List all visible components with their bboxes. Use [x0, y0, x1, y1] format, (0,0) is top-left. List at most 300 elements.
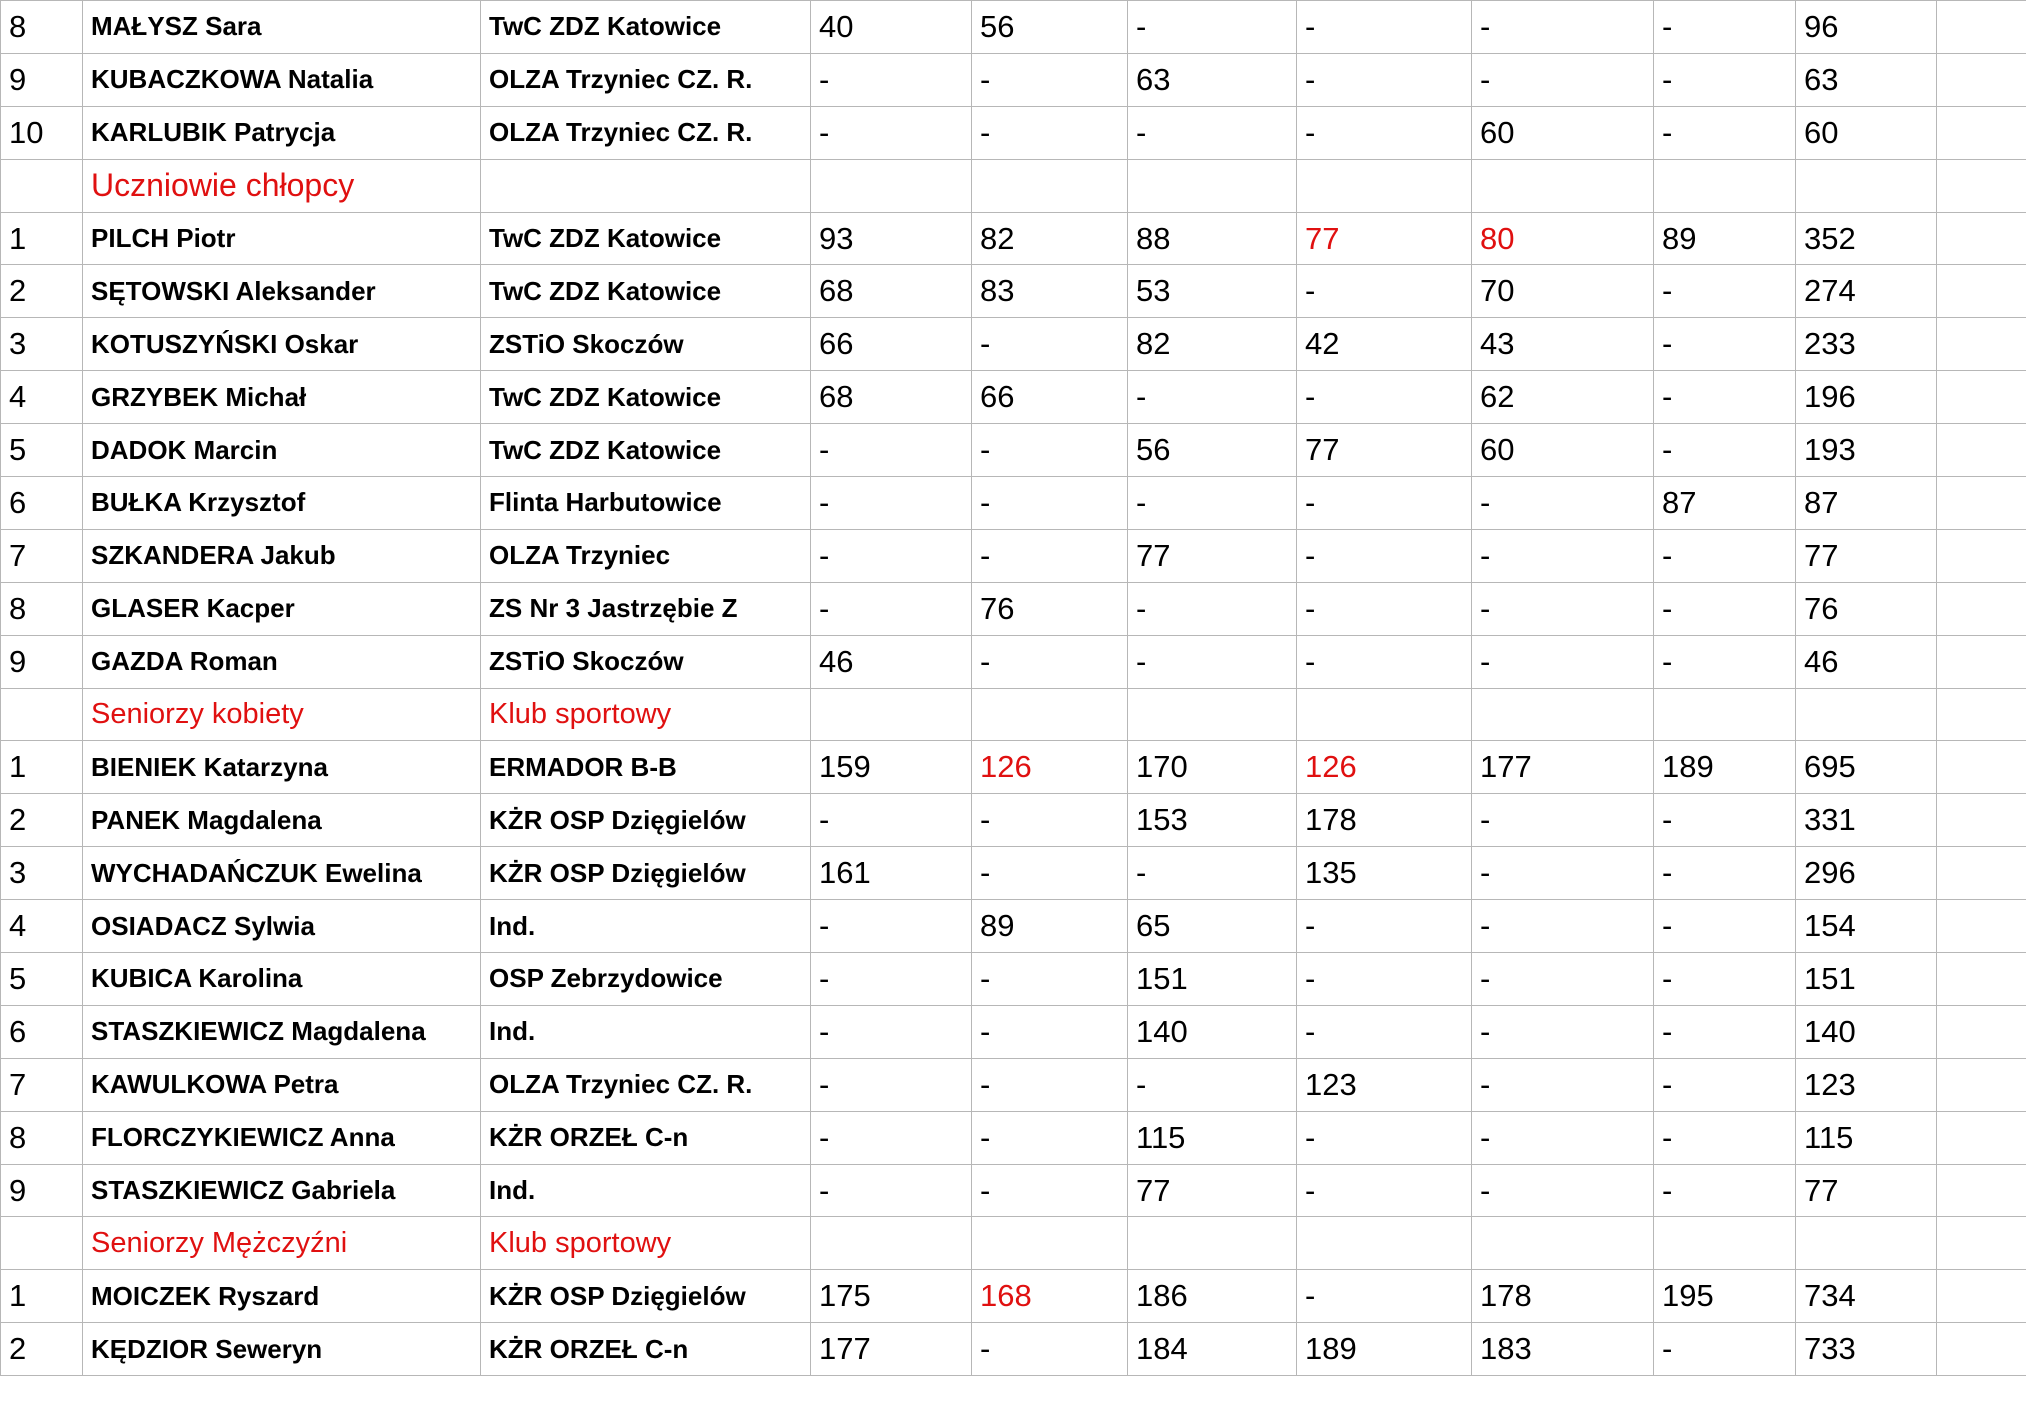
place-cell: 8: [1, 582, 83, 635]
score-cell: -: [1654, 847, 1796, 900]
score-cell: -: [811, 424, 972, 477]
score-cell: -: [972, 424, 1128, 477]
total-cell: 87: [1796, 477, 1937, 530]
empty-cell: [972, 688, 1128, 741]
total-cell: 331: [1796, 794, 1937, 847]
score-cell: 80: [1472, 212, 1654, 265]
score-cell: -: [1128, 477, 1297, 530]
athlete-name-cell: DADOK Marcin: [83, 424, 481, 477]
score-cell: -: [811, 953, 972, 1006]
score-cell: -: [1654, 106, 1796, 159]
score-cell: 170: [1128, 741, 1297, 794]
score-cell: 77: [1297, 424, 1472, 477]
score-cell: 168: [972, 1270, 1128, 1323]
club-cell: TwC ZDZ Katowice: [481, 212, 811, 265]
place-cell: 5: [1, 953, 83, 1006]
score-cell: -: [1654, 1111, 1796, 1164]
empty-cell: [1937, 106, 2026, 159]
score-cell: 68: [811, 265, 972, 318]
place-cell: 9: [1, 635, 83, 688]
score-cell: -: [1472, 582, 1654, 635]
place-cell: 1: [1, 212, 83, 265]
total-cell: 733: [1796, 1323, 1937, 1376]
club-cell: TwC ZDZ Katowice: [481, 371, 811, 424]
athlete-name-cell: KAWULKOWA Petra: [83, 1058, 481, 1111]
athlete-name-cell: GLASER Kacper: [83, 582, 481, 635]
score-cell: -: [1297, 900, 1472, 953]
score-cell: -: [811, 900, 972, 953]
club-cell: OLZA Trzyniec: [481, 529, 811, 582]
place-cell: 4: [1, 371, 83, 424]
score-cell: -: [1472, 847, 1654, 900]
total-cell: 63: [1796, 53, 1937, 106]
total-cell: 233: [1796, 318, 1937, 371]
score-cell: -: [972, 106, 1128, 159]
place-cell: 9: [1, 53, 83, 106]
athlete-name-cell: KOTUSZYŃSKI Oskar: [83, 318, 481, 371]
athlete-name-cell: KUBICA Karolina: [83, 953, 481, 1006]
score-cell: -: [1654, 318, 1796, 371]
club-cell: TwC ZDZ Katowice: [481, 265, 811, 318]
score-cell: -: [972, 53, 1128, 106]
section-title: Seniorzy kobiety: [83, 688, 481, 741]
score-cell: 184: [1128, 1323, 1297, 1376]
total-cell: 193: [1796, 424, 1937, 477]
empty-cell: [1, 688, 83, 741]
score-cell: 65: [1128, 900, 1297, 953]
score-cell: -: [1654, 1, 1796, 54]
score-cell: -: [972, 318, 1128, 371]
score-cell: -: [1472, 529, 1654, 582]
empty-cell: [1128, 1217, 1297, 1270]
club-cell: OSP Zebrzydowice: [481, 953, 811, 1006]
score-cell: 66: [972, 371, 1128, 424]
score-cell: -: [1297, 1164, 1472, 1217]
score-cell: -: [1297, 1, 1472, 54]
score-cell: 161: [811, 847, 972, 900]
empty-cell: [1796, 688, 1937, 741]
table-row: [1, 847, 2026, 900]
table-row: [1, 953, 2026, 1006]
score-cell: 66: [811, 318, 972, 371]
club-cell: OLZA Trzyniec CZ. R.: [481, 1058, 811, 1111]
empty-cell: [1937, 265, 2026, 318]
score-cell: 62: [1472, 371, 1654, 424]
empty-cell: [1937, 1164, 2026, 1217]
score-cell: 87: [1654, 477, 1796, 530]
empty-cell: [1937, 1111, 2026, 1164]
total-cell: 151: [1796, 953, 1937, 1006]
total-cell: 296: [1796, 847, 1937, 900]
score-cell: 189: [1297, 1323, 1472, 1376]
section-header-row: [1, 1217, 2026, 1270]
total-cell: 96: [1796, 1, 1937, 54]
empty-cell: [1937, 53, 2026, 106]
club-cell: ZS Nr 3 Jastrzębie Z: [481, 582, 811, 635]
athlete-name-cell: OSIADACZ Sylwia: [83, 900, 481, 953]
total-cell: 352: [1796, 212, 1937, 265]
empty-cell: [1937, 1, 2026, 54]
empty-cell: [1937, 1323, 2026, 1376]
empty-cell: [1937, 794, 2026, 847]
place-cell: 6: [1, 477, 83, 530]
score-cell: -: [1128, 371, 1297, 424]
score-cell: -: [1297, 529, 1472, 582]
place-cell: 8: [1, 1111, 83, 1164]
empty-cell: [811, 1217, 972, 1270]
score-cell: -: [972, 1323, 1128, 1376]
score-cell: 115: [1128, 1111, 1297, 1164]
score-cell: -: [972, 847, 1128, 900]
table-row: [1, 1111, 2026, 1164]
score-cell: 189: [1654, 741, 1796, 794]
club-cell: Ind.: [481, 1164, 811, 1217]
score-cell: -: [1128, 635, 1297, 688]
score-cell: 56: [972, 1, 1128, 54]
place-cell: 6: [1, 1005, 83, 1058]
empty-cell: [1472, 688, 1654, 741]
total-cell: 123: [1796, 1058, 1937, 1111]
table-row: [1, 1270, 2026, 1323]
empty-cell: [1937, 1058, 2026, 1111]
athlete-name-cell: KĘDZIOR Seweryn: [83, 1323, 481, 1376]
score-cell: -: [811, 106, 972, 159]
score-cell: -: [1297, 265, 1472, 318]
score-cell: -: [1654, 582, 1796, 635]
score-cell: 178: [1472, 1270, 1654, 1323]
table-row: [1, 53, 2026, 106]
score-cell: -: [1654, 1005, 1796, 1058]
empty-cell: [1937, 847, 2026, 900]
section-club-header: Klub sportowy: [481, 688, 811, 741]
score-cell: 126: [972, 741, 1128, 794]
score-cell: -: [1297, 582, 1472, 635]
empty-cell: [1937, 424, 2026, 477]
athlete-name-cell: KUBACZKOWA Natalia: [83, 53, 481, 106]
empty-cell: [1472, 1217, 1654, 1270]
score-cell: -: [1472, 477, 1654, 530]
score-cell: -: [972, 1005, 1128, 1058]
table-row: [1, 1164, 2026, 1217]
athlete-name-cell: FLORCZYKIEWICZ Anna: [83, 1111, 481, 1164]
athlete-name-cell: BIENIEK Katarzyna: [83, 741, 481, 794]
results-table-body: [1, 1, 2026, 1376]
place-cell: 7: [1, 1058, 83, 1111]
table-row: [1, 265, 2026, 318]
score-cell: 186: [1128, 1270, 1297, 1323]
score-cell: -: [1128, 1058, 1297, 1111]
total-cell: 46: [1796, 635, 1937, 688]
score-cell: -: [1654, 1323, 1796, 1376]
score-cell: -: [1297, 371, 1472, 424]
empty-cell: [1937, 900, 2026, 953]
table-row: [1, 106, 2026, 159]
score-cell: -: [811, 1111, 972, 1164]
athlete-name-cell: GRZYBEK Michał: [83, 371, 481, 424]
club-cell: TwC ZDZ Katowice: [481, 1, 811, 54]
empty-cell: [1937, 371, 2026, 424]
score-cell: 40: [811, 1, 972, 54]
section-title: Uczniowie chłopcy: [83, 159, 481, 212]
score-cell: -: [972, 1111, 1128, 1164]
score-cell: 89: [1654, 212, 1796, 265]
score-cell: 43: [1472, 318, 1654, 371]
score-cell: -: [1297, 953, 1472, 1006]
club-cell: Ind.: [481, 900, 811, 953]
score-cell: 77: [1297, 212, 1472, 265]
score-cell: 82: [1128, 318, 1297, 371]
score-cell: -: [1128, 582, 1297, 635]
empty-cell: [972, 159, 1128, 212]
score-cell: -: [972, 635, 1128, 688]
athlete-name-cell: KARLUBIK Patrycja: [83, 106, 481, 159]
empty-cell: [1128, 159, 1297, 212]
score-cell: 177: [811, 1323, 972, 1376]
score-cell: -: [811, 582, 972, 635]
table-row: [1, 529, 2026, 582]
empty-cell: [1937, 1270, 2026, 1323]
place-cell: 7: [1, 529, 83, 582]
total-cell: 196: [1796, 371, 1937, 424]
table-row: [1, 212, 2026, 265]
club-cell: KŻR ORZEŁ C-n: [481, 1323, 811, 1376]
score-cell: 68: [811, 371, 972, 424]
club-cell: OLZA Trzyniec CZ. R.: [481, 106, 811, 159]
score-cell: 76: [972, 582, 1128, 635]
score-cell: -: [1297, 477, 1472, 530]
empty-cell: [1937, 529, 2026, 582]
place-cell: 3: [1, 847, 83, 900]
score-cell: -: [1472, 794, 1654, 847]
score-cell: -: [1472, 635, 1654, 688]
club-cell: ZSTiO Skoczów: [481, 635, 811, 688]
empty-cell: [1937, 318, 2026, 371]
score-cell: 77: [1128, 1164, 1297, 1217]
total-cell: 154: [1796, 900, 1937, 953]
club-cell: TwC ZDZ Katowice: [481, 424, 811, 477]
score-cell: -: [972, 477, 1128, 530]
score-cell: -: [1472, 53, 1654, 106]
place-cell: 9: [1, 1164, 83, 1217]
athlete-name-cell: PANEK Magdalena: [83, 794, 481, 847]
score-cell: -: [1472, 1164, 1654, 1217]
club-cell: Flinta Harbutowice: [481, 477, 811, 530]
empty-cell: [1654, 159, 1796, 212]
place-cell: 3: [1, 318, 83, 371]
table-row: [1, 424, 2026, 477]
section-club-header: [481, 159, 811, 212]
athlete-name-cell: STASZKIEWICZ Magdalena: [83, 1005, 481, 1058]
score-cell: -: [1297, 1270, 1472, 1323]
club-cell: Ind.: [481, 1005, 811, 1058]
club-cell: KŻR OSP Dzięgielów: [481, 847, 811, 900]
score-cell: -: [972, 953, 1128, 1006]
total-cell: 77: [1796, 529, 1937, 582]
score-cell: -: [1654, 1164, 1796, 1217]
athlete-name-cell: BUŁKA Krzysztof: [83, 477, 481, 530]
score-cell: -: [1654, 635, 1796, 688]
score-cell: 123: [1297, 1058, 1472, 1111]
score-cell: -: [1654, 424, 1796, 477]
score-cell: 60: [1472, 424, 1654, 477]
club-cell: ERMADOR B-B: [481, 741, 811, 794]
athlete-name-cell: WYCHADAŃCZUK Ewelina: [83, 847, 481, 900]
empty-cell: [1654, 688, 1796, 741]
score-cell: -: [1297, 106, 1472, 159]
score-cell: -: [972, 529, 1128, 582]
empty-cell: [811, 159, 972, 212]
empty-cell: [1937, 688, 2026, 741]
score-cell: 83: [972, 265, 1128, 318]
total-cell: 695: [1796, 741, 1937, 794]
empty-cell: [1796, 159, 1937, 212]
score-cell: -: [1297, 53, 1472, 106]
club-cell: KŻR OSP Dzięgielów: [481, 1270, 811, 1323]
place-cell: 10: [1, 106, 83, 159]
empty-cell: [972, 1217, 1128, 1270]
athlete-name-cell: GAZDA Roman: [83, 635, 481, 688]
athlete-name-cell: MAŁYSZ Sara: [83, 1, 481, 54]
empty-cell: [1937, 953, 2026, 1006]
empty-cell: [1937, 477, 2026, 530]
table-row: [1, 1005, 2026, 1058]
empty-cell: [1, 159, 83, 212]
score-cell: 46: [811, 635, 972, 688]
score-cell: -: [811, 1058, 972, 1111]
score-cell: -: [972, 794, 1128, 847]
place-cell: 2: [1, 794, 83, 847]
score-cell: 70: [1472, 265, 1654, 318]
place-cell: 5: [1, 424, 83, 477]
section-header-row: [1, 688, 2026, 741]
score-cell: -: [811, 529, 972, 582]
place-cell: 1: [1, 741, 83, 794]
table-row: [1, 1323, 2026, 1376]
empty-cell: [1654, 1217, 1796, 1270]
table-row: [1, 371, 2026, 424]
table-row: [1, 582, 2026, 635]
table-row: [1, 635, 2026, 688]
club-cell: OLZA Trzyniec CZ. R.: [481, 53, 811, 106]
score-cell: 89: [972, 900, 1128, 953]
place-cell: 2: [1, 265, 83, 318]
score-cell: -: [811, 1164, 972, 1217]
athlete-name-cell: STASZKIEWICZ Gabriela: [83, 1164, 481, 1217]
empty-cell: [1937, 212, 2026, 265]
empty-cell: [1937, 159, 2026, 212]
total-cell: 734: [1796, 1270, 1937, 1323]
score-cell: 159: [811, 741, 972, 794]
athlete-name-cell: MOICZEK Ryszard: [83, 1270, 481, 1323]
score-cell: -: [811, 1005, 972, 1058]
place-cell: 2: [1, 1323, 83, 1376]
score-cell: -: [811, 794, 972, 847]
score-cell: -: [1654, 265, 1796, 318]
score-cell: -: [1297, 1005, 1472, 1058]
score-cell: 177: [1472, 741, 1654, 794]
place-cell: 8: [1, 1, 83, 54]
empty-cell: [1796, 1217, 1937, 1270]
total-cell: 274: [1796, 265, 1937, 318]
score-cell: 153: [1128, 794, 1297, 847]
empty-cell: [1472, 159, 1654, 212]
score-cell: -: [972, 1058, 1128, 1111]
empty-cell: [1297, 159, 1472, 212]
table-row: [1, 318, 2026, 371]
total-cell: 77: [1796, 1164, 1937, 1217]
section-club-header: Klub sportowy: [481, 1217, 811, 1270]
score-cell: -: [1654, 1058, 1796, 1111]
empty-cell: [1937, 1005, 2026, 1058]
score-cell: -: [1297, 635, 1472, 688]
total-cell: 76: [1796, 582, 1937, 635]
score-cell: 53: [1128, 265, 1297, 318]
table-row: [1, 794, 2026, 847]
score-cell: 63: [1128, 53, 1297, 106]
score-cell: 60: [1472, 106, 1654, 159]
score-cell: -: [1654, 529, 1796, 582]
empty-cell: [1937, 582, 2026, 635]
score-cell: 183: [1472, 1323, 1654, 1376]
empty-cell: [811, 688, 972, 741]
score-cell: 195: [1654, 1270, 1796, 1323]
empty-cell: [1128, 688, 1297, 741]
place-cell: 4: [1, 900, 83, 953]
score-cell: -: [1654, 794, 1796, 847]
total-cell: 140: [1796, 1005, 1937, 1058]
score-cell: -: [1472, 1111, 1654, 1164]
total-cell: 60: [1796, 106, 1937, 159]
score-cell: 140: [1128, 1005, 1297, 1058]
score-cell: -: [1472, 1005, 1654, 1058]
score-cell: 178: [1297, 794, 1472, 847]
table-row: [1, 477, 2026, 530]
score-cell: -: [1472, 900, 1654, 953]
athlete-name-cell: PILCH Piotr: [83, 212, 481, 265]
empty-cell: [1937, 741, 2026, 794]
empty-cell: [1297, 1217, 1472, 1270]
score-cell: -: [1472, 953, 1654, 1006]
score-cell: 88: [1128, 212, 1297, 265]
section-header-row: [1, 159, 2026, 212]
score-cell: -: [811, 53, 972, 106]
table-row: [1, 741, 2026, 794]
table-row: [1, 1, 2026, 54]
score-cell: 151: [1128, 953, 1297, 1006]
empty-cell: [1297, 688, 1472, 741]
score-cell: -: [1297, 1111, 1472, 1164]
empty-cell: [1937, 1217, 2026, 1270]
club-cell: ZSTiO Skoczów: [481, 318, 811, 371]
score-cell: -: [1654, 953, 1796, 1006]
place-cell: 1: [1, 1270, 83, 1323]
score-cell: -: [1472, 1, 1654, 54]
section-title: Seniorzy Mężczyźni: [83, 1217, 481, 1270]
score-cell: -: [1654, 371, 1796, 424]
club-cell: KŻR ORZEŁ C-n: [481, 1111, 811, 1164]
table-row: [1, 900, 2026, 953]
score-cell: -: [1128, 847, 1297, 900]
empty-cell: [1937, 635, 2026, 688]
score-cell: -: [811, 477, 972, 530]
score-cell: 93: [811, 212, 972, 265]
score-cell: 56: [1128, 424, 1297, 477]
empty-cell: [1, 1217, 83, 1270]
score-cell: 82: [972, 212, 1128, 265]
score-cell: 77: [1128, 529, 1297, 582]
score-cell: -: [1472, 1058, 1654, 1111]
score-cell: 126: [1297, 741, 1472, 794]
